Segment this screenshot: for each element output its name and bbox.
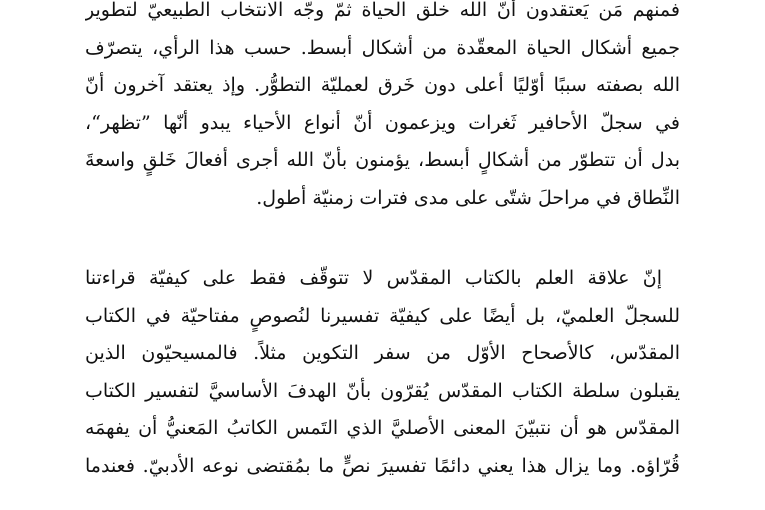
text-line: بدل أن تتطوّر من أشكالٍ أبسط، يؤمنون بأنّ الله أجرى أفعالَ خَلقٍ واسعةَ [85,149,680,172]
text-line: في سجلّ الأحافير ثَغرات ويزعمون أنّ أنواع الأحياء يبدو أنّها ”تظهر“، [85,111,680,134]
text-line: الله بصفته سببًا أوّليًا أعلى دون خَرق لعمليّة التطوُّر. وإذ يعتقد آخرون أنّ [85,74,680,97]
text-line: قُرّاؤه. وما يزال هذا يعني دائمًا تفسيرَ نصٍّ ما بمُقتضى نوعه الأدبيّ. فعندما [85,454,680,477]
text-line: المقدّس هو أن نتبيّنَ المعنى الأصليَّ الذي التَمس الكاتبُ المَعنيُّ أن يفهمَه [85,417,680,440]
text-line: إنّ علاقة العلم بالكتاب المقدّس لا تتوقّف فقط على كيفيّة قراءتنا [85,267,662,289]
text-line: للسجلّ العلميّ، بل أيضًا على كيفيّة تفسيرنا لنُصوصٍ مفتاحيّة في الكتاب [85,304,680,327]
text-line: فمنهم مَن يَعتقدون أنّ الله خلق الحياة ثمّ وجّه الانتخاب الطبيعيّ لتطوير [85,0,680,21]
text-line: جميع أشكال الحياة المعقّدة من أشكال أبسط. حسب هذا الرأي، يتصرّف [85,36,680,59]
paragraph-2 [85,260,680,486]
paragraph-1 [85,0,680,218]
text-line: المقدّس، كالأصحاح الأوّل من سفر التكوين مثلاً. فالمسيحيّون الذين [85,342,680,365]
text-line: النِّطاق في مراحلَ شتّى على مدى فترات زمنيّة أطول. [256,186,680,209]
text-line: يقبلون سلطة الكتاب المقدّس يُقرّون بأنّ الهدفَ الأساسيَّ لتفسير الكتاب [85,379,680,402]
